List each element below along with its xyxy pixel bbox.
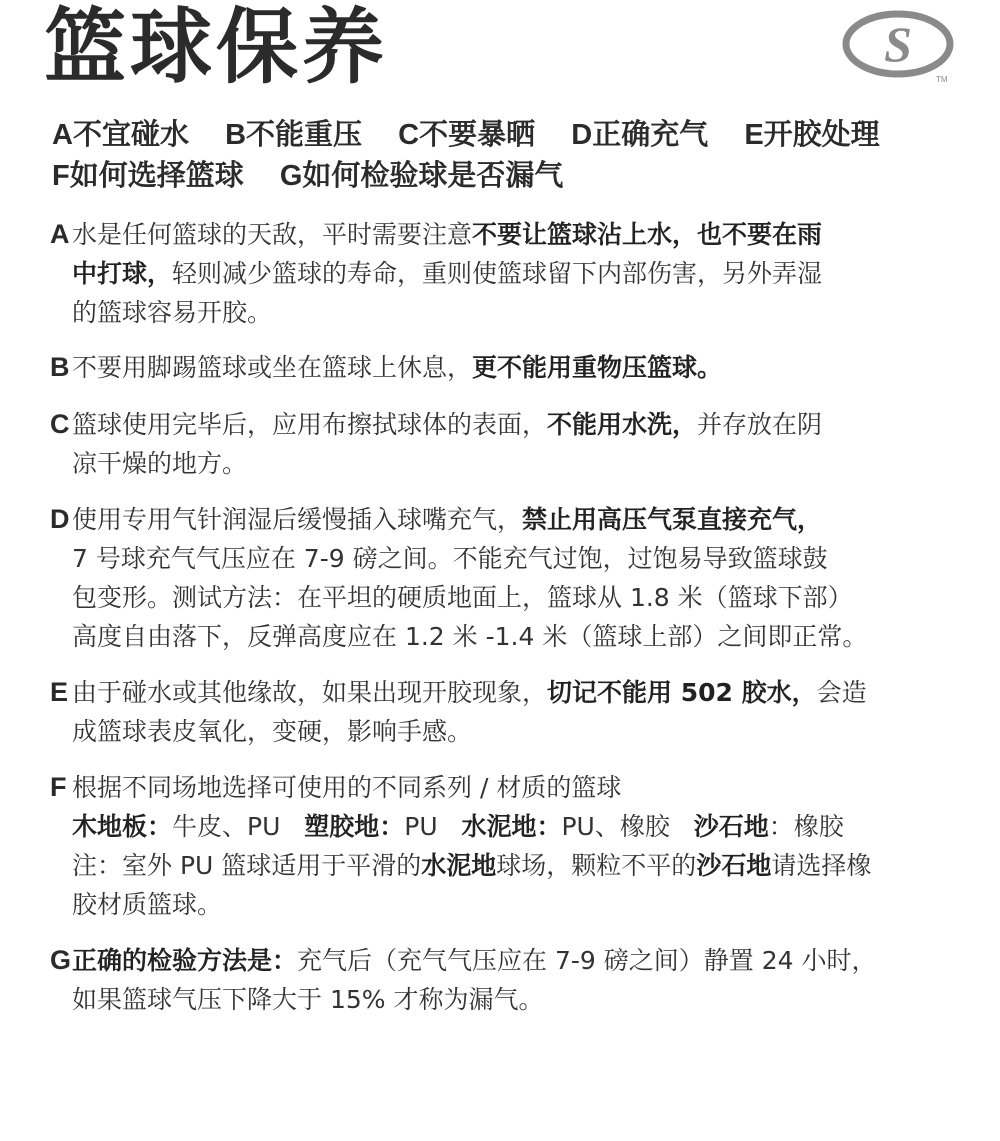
section-letter: F — [50, 772, 67, 802]
toc-item-c: C不要暴晒 — [398, 117, 536, 151]
toc-item-f: F如何选择篮球 — [52, 158, 244, 192]
section-f: F 根据不同场地选择可使用的不同系列 / 材质的篮球 木地板：牛皮、PU 塑胶地：PU 水泥地：PU、橡胶 沙石地：橡胶 注：室外 PU 篮球适用于平滑的水泥地球场，颗粒不平的沙石地请选择橡 胶材质篮球。 — [50, 768, 960, 924]
section-letter: B — [50, 352, 70, 382]
toc-item-e: E开胶处理 — [744, 117, 880, 151]
brand-logo — [840, 6, 960, 86]
toc-line-2 — [52, 155, 972, 196]
toc-item-a: A不宜碰水 — [52, 117, 189, 151]
section-letter: E — [50, 677, 69, 707]
toc-item-d: D正确充气 — [571, 117, 709, 151]
section-c: C 篮球使用完毕后，应用布擦拭球体的表面，不能用水洗，并存放在阴 凉干燥的地方。 — [50, 405, 960, 483]
section-letter: C — [50, 409, 70, 439]
logo-trademark: TM — [936, 75, 948, 84]
page-title: 篮球保养 — [44, 0, 389, 95]
toc-item-g: G如何检验球是否漏气 — [279, 158, 564, 192]
section-g: G 正确的检验方法是：充气后（充气气压应在 7-9 磅之间）静置 24 小时， 如果篮球气压下降大于 15% 才称为漏气。 — [50, 941, 960, 1019]
toc-line-1 — [52, 114, 972, 155]
table-of-contents — [52, 114, 972, 196]
section-e: E 由于碰水或其他缘故，如果出现开胶现象，切记不能用 502 胶水，会造 成篮球表皮氧化，变硬，影响手感。 — [50, 673, 960, 751]
section-d: D 使用专用气针润湿后缓慢插入球嘴充气，禁止用高压气泵直接充气， 7 号球充气气压应在 7-9 磅之间。不能充气过饱，过饱易导致篮球鼓 包变形。测试方法：在平坦的硬质地面上，篮球从 1.8 米（篮球下部） 高度自由落下，反弹高度应在 1.2 米 -1.4 米（篮球上部）之间即正常。 — [50, 500, 960, 656]
section-letter: A — [50, 219, 70, 249]
section-letter: G — [50, 945, 72, 975]
section-letter: D — [50, 504, 70, 534]
section-b: B 不要用脚踢篮球或坐在篮球上休息，更不能用重物压篮球。 — [50, 348, 960, 387]
section-a: A 水是任何篮球的天敌，平时需要注意不要让篮球沾上水，也不要在雨 中打球，轻则减少篮球的寿命，重则使篮球留下内部伤害，另外弄湿 的篮球容易开胶。 — [50, 215, 960, 332]
toc-item-b: B不能重压 — [225, 117, 363, 151]
logo-letter: S — [884, 16, 912, 72]
